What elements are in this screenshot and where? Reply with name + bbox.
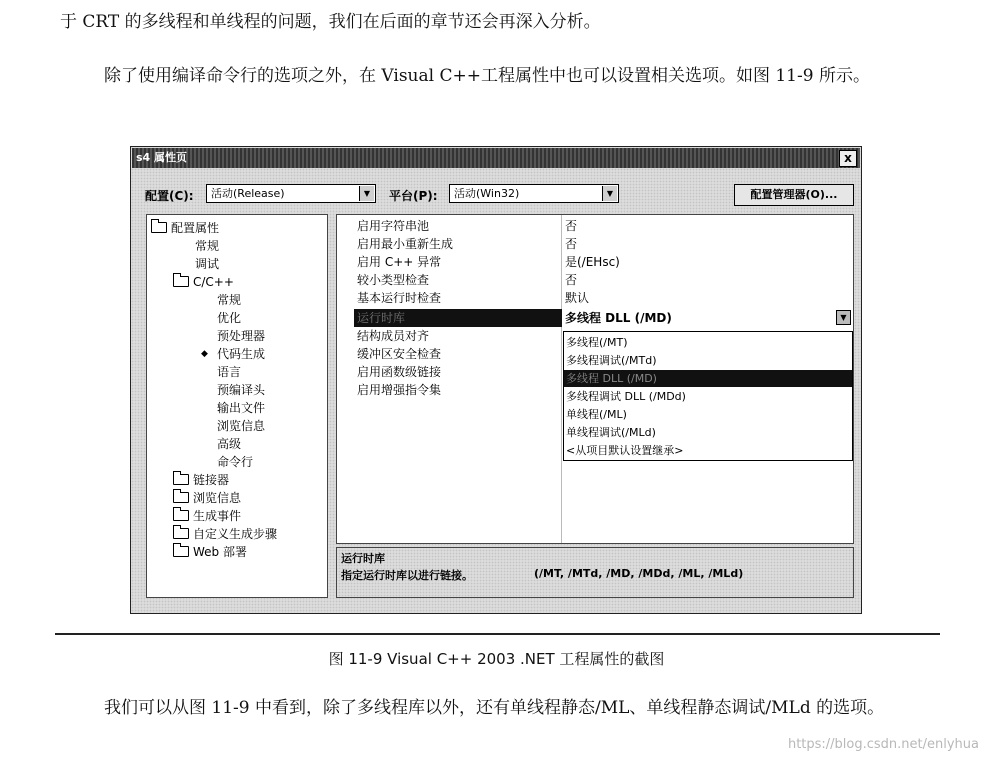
caption-rule: [55, 633, 940, 635]
selected-bullet-icon: ◆: [201, 349, 208, 359]
dialog-titlebar: [132, 148, 860, 168]
property-row[interactable]: 缓冲区安全检查: [357, 347, 442, 361]
property-row[interactable]: 启用 C++ 异常 是(/EHsc): [357, 255, 620, 269]
config-value: 活动(Release): [211, 187, 285, 200]
property-row[interactable]: 较小类型检查 否: [357, 273, 578, 287]
property-row[interactable]: 启用函数级链接: [357, 365, 442, 379]
description-title: 运行时库: [341, 552, 385, 565]
runtime-library-value[interactable]: 多线程 DLL (/MD) ▼: [565, 309, 851, 327]
dropdown-option[interactable]: 多线程调试 DLL (/MDd): [566, 390, 686, 403]
tree-item-cpp-output[interactable]: 输出文件: [217, 401, 266, 415]
dropdown-option-highlighted[interactable]: 多线程 DLL (/MD): [564, 370, 852, 387]
tree-item-cpp-preprocessor[interactable]: 预处理器: [217, 329, 266, 343]
figure-caption: 图 11-9 Visual C++ 2003 .NET 工程属性的截图: [328, 650, 665, 668]
property-row[interactable]: 启用字符串池 否: [357, 219, 578, 233]
paragraph-1: 于 CRT 的多线程和单线程的问题，我们在后面的章节还会再深入分析。: [60, 12, 601, 32]
dropdown-option[interactable]: 单线程(/ML): [566, 408, 627, 421]
dropdown-option[interactable]: <从项目默认设置继承>: [566, 444, 684, 457]
tree-item-debug[interactable]: 调试: [195, 257, 220, 271]
config-manager-button[interactable]: 配置管理器(O)...: [734, 184, 854, 206]
description-options: (/MT, /MTd, /MD, /MDd, /ML, /MLd): [534, 567, 744, 580]
property-description: [336, 547, 854, 598]
folder-icon: [173, 492, 189, 503]
paragraph-3: 我们可以从图 11-9 中看到，除了多线程库以外，还有单线程静态/ML、单线程静态调试/MLd 的选项。: [104, 698, 885, 718]
chevron-down-icon[interactable]: ▼: [836, 310, 851, 325]
folder-icon: [173, 510, 189, 521]
tree-item-linker[interactable]: 链接器: [173, 471, 229, 489]
platform-label: 平台(P):: [389, 189, 438, 203]
settings-tree: [146, 214, 328, 598]
tree-item-cpp-optimize[interactable]: 优化: [217, 311, 242, 325]
chevron-down-icon[interactable]: ▼: [359, 186, 374, 201]
dialog-title: s4 属性页: [136, 151, 188, 164]
description-text: 指定运行时库以进行链接。: [341, 569, 473, 582]
tree-item-cpp-cmdline[interactable]: 命令行: [217, 455, 254, 469]
property-row[interactable]: 基本运行时检查 默认: [357, 291, 590, 305]
property-pages-dialog: [130, 146, 862, 614]
folder-icon: [173, 528, 189, 539]
tree-item-build-events[interactable]: 生成事件: [173, 507, 241, 525]
property-row[interactable]: 结构成员对齐: [357, 329, 430, 343]
tree-item-cpp[interactable]: C/C++: [173, 273, 234, 291]
dropdown-option[interactable]: 多线程调试(/MTd): [566, 354, 657, 367]
chevron-down-icon[interactable]: ▼: [602, 186, 617, 201]
folder-icon: [173, 474, 189, 485]
paragraph-2: 除了使用编译命令行的选项之外，在 Visual C++工程属性中也可以设置相关选项。如图 11-9 所示。: [104, 66, 870, 86]
config-combo[interactable]: [206, 184, 376, 203]
runtime-library-dropdown: [563, 331, 853, 461]
tree-item-cpp-general[interactable]: 常规: [217, 293, 242, 307]
tree-item-cpp-codegen[interactable]: ◆ 代码生成: [201, 347, 266, 361]
tree-item-custom-build[interactable]: 自定义生成步骤: [173, 525, 277, 543]
tree-item-cpp-language[interactable]: 语言: [217, 365, 242, 379]
platform-value: 活动(Win32): [454, 187, 520, 200]
watermark: https://blog.csdn.net/enlyhua: [787, 737, 979, 752]
tree-item-root[interactable]: 配置属性: [151, 219, 219, 237]
tree-item-cpp-pch[interactable]: 预编译头: [217, 383, 266, 397]
dropdown-option[interactable]: 单线程调试(/MLd): [566, 426, 656, 439]
tree-item-cpp-browse[interactable]: 浏览信息: [217, 419, 266, 433]
tree-item-cpp-advanced[interactable]: 高级: [217, 437, 242, 451]
dropdown-option[interactable]: 多线程(/MT): [566, 336, 628, 349]
folder-open-icon: [173, 276, 189, 287]
folder-icon: [173, 546, 189, 557]
property-row-runtime-library[interactable]: 运行时库 多线程 DLL (/MD) ▼: [337, 309, 853, 327]
property-row[interactable]: 启用增强指令集: [357, 383, 442, 397]
tree-item-general[interactable]: 常规: [195, 239, 220, 253]
folder-open-icon: [151, 222, 167, 233]
tree-item-web-deploy[interactable]: Web 部署: [173, 543, 247, 561]
property-row[interactable]: 启用最小重新生成 否: [357, 237, 578, 251]
platform-combo[interactable]: [449, 184, 619, 203]
close-button[interactable]: x: [839, 150, 857, 167]
tree-item-browse[interactable]: 浏览信息: [173, 489, 241, 507]
config-label: 配置(C):: [145, 189, 194, 203]
